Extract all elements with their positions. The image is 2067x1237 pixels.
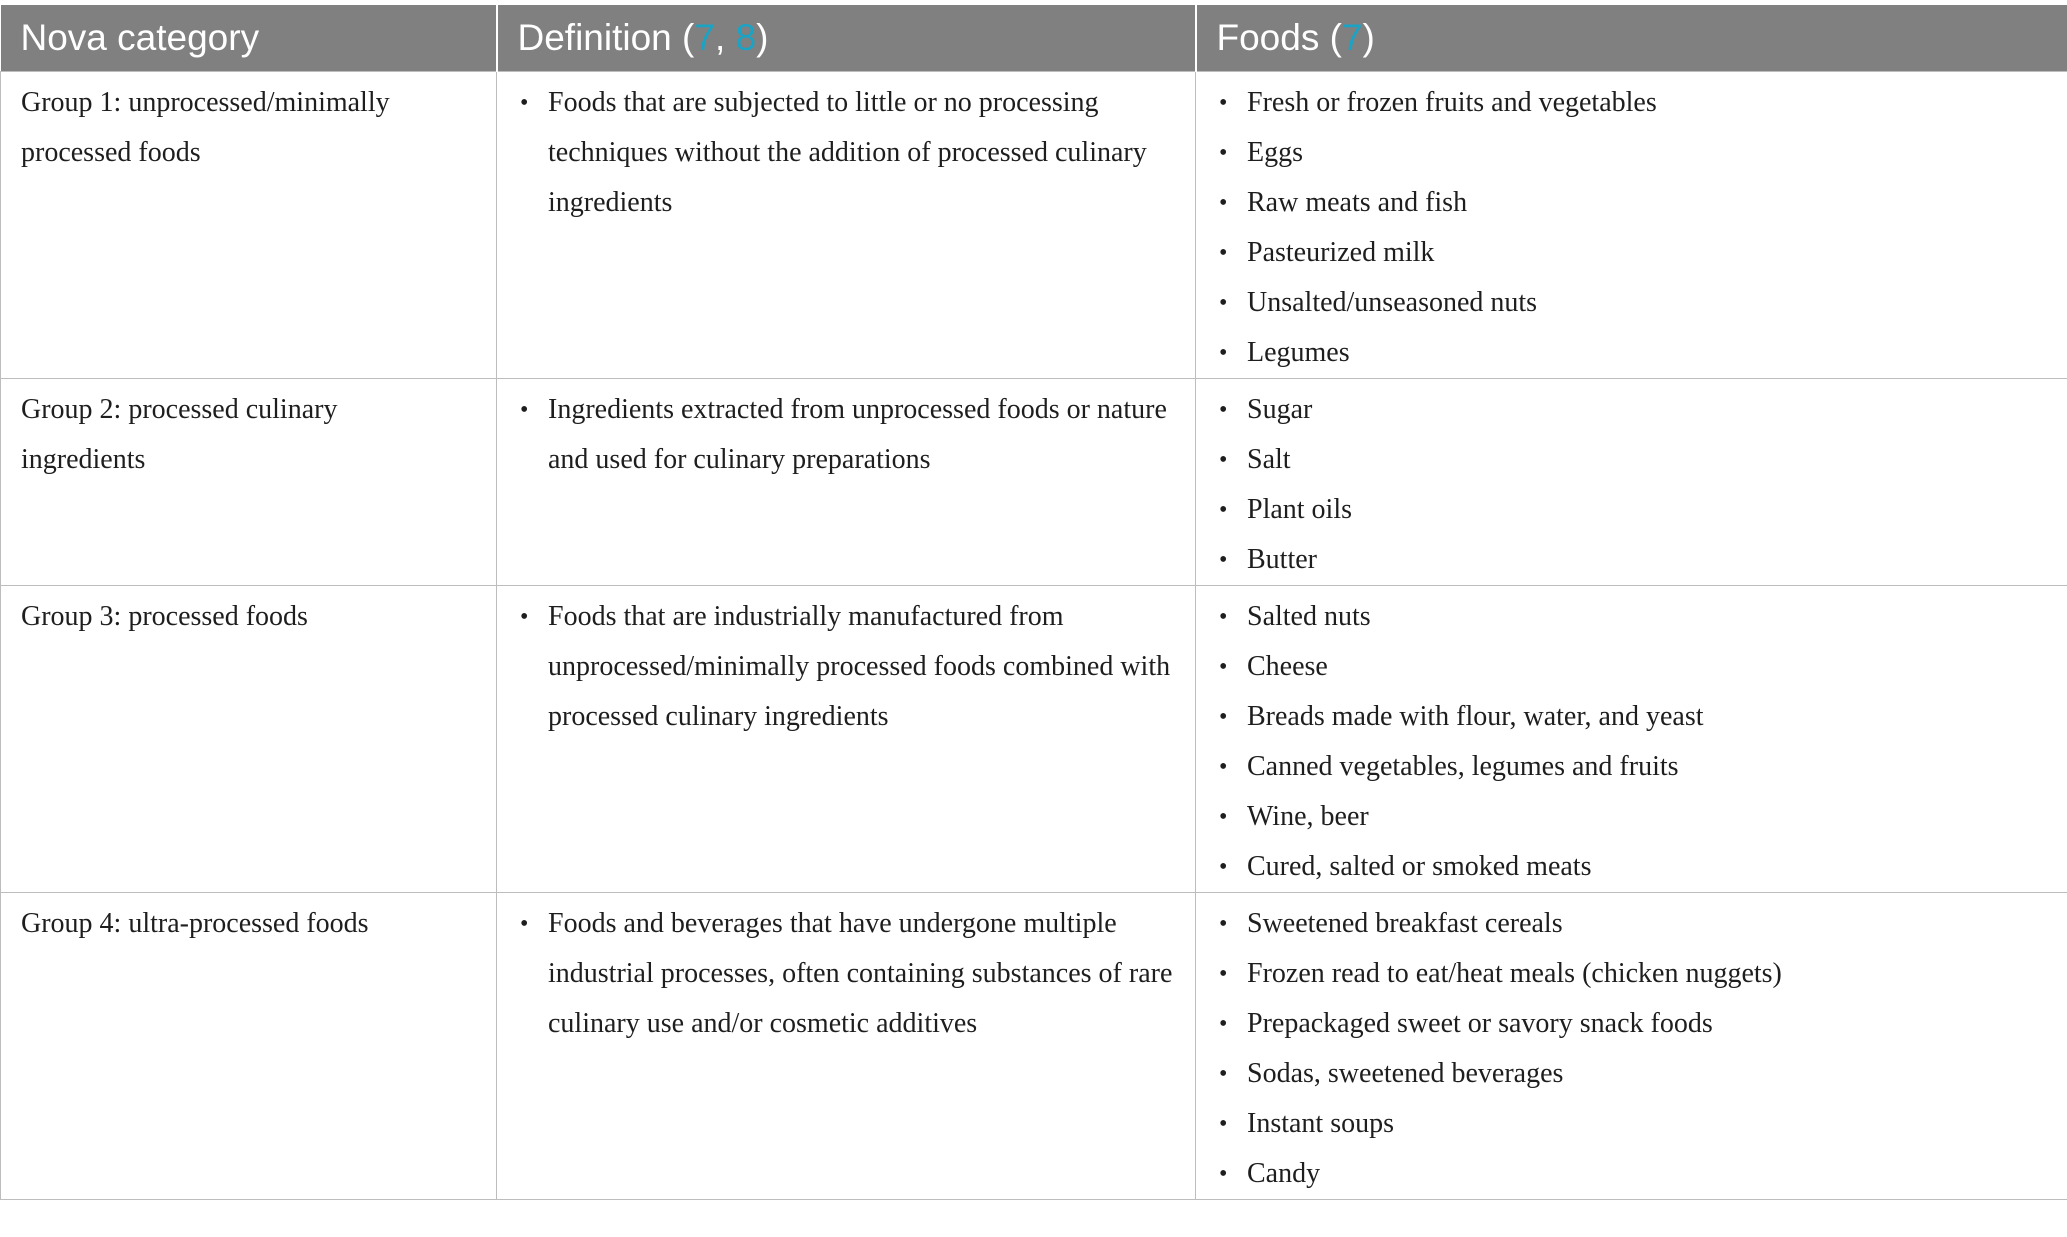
category-cell xyxy=(1,893,497,1200)
list-item: • Breads made with flour, water, and yeast xyxy=(1216,692,2049,742)
list-item: • Prepackaged sweet or savory snack foods xyxy=(1216,999,2049,1049)
list-item: • Fresh or frozen fruits and vegetables xyxy=(1216,78,2049,128)
definition-list xyxy=(517,899,1177,1049)
list-item: • Foods that are industrially manufactured from unprocessed/minimally processed foods combined with processed culinary ingredients xyxy=(517,592,1177,742)
definition-cell xyxy=(497,379,1196,586)
list-item: • Sugar xyxy=(1216,385,2049,435)
nova-classification-table-wrapper xyxy=(0,5,2067,1200)
header-definition-label: Definition ( xyxy=(517,17,695,58)
reference-link-7[interactable]: 7 xyxy=(694,17,715,58)
foods-list xyxy=(1216,385,2049,585)
category-cell xyxy=(1,379,497,586)
definition-list xyxy=(517,78,1177,228)
list-item: • Candy xyxy=(1216,1149,2049,1199)
list-item: • Cured, salted or smoked meats xyxy=(1216,842,2049,892)
foods-list xyxy=(1216,899,2049,1199)
list-item: • Salted nuts xyxy=(1216,592,2049,642)
list-item: • Instant soups xyxy=(1216,1099,2049,1149)
definition-cell xyxy=(497,893,1196,1200)
table-row xyxy=(1,586,2067,893)
list-item: • Cheese xyxy=(1216,642,2049,692)
list-item: • Pasteurized milk xyxy=(1216,228,2049,278)
reference-link-8[interactable]: 8 xyxy=(735,17,757,58)
category-text: Group 4: ultra-processed foods xyxy=(21,908,369,939)
list-item: • Wine, beer xyxy=(1216,792,2049,842)
definition-cell xyxy=(497,72,1196,379)
category-cell xyxy=(1,586,497,893)
definition-list xyxy=(517,385,1177,485)
list-item: • Sodas, sweetened beverages xyxy=(1216,1049,2049,1099)
list-item: • Legumes xyxy=(1216,328,2049,378)
foods-list xyxy=(1216,78,2049,378)
table-row xyxy=(1,379,2067,586)
header-row xyxy=(1,5,2067,72)
nova-classification-table xyxy=(0,5,2067,1200)
table-body xyxy=(1,72,2067,1200)
list-item: • Plant oils xyxy=(1216,485,2049,535)
list-item: • Canned vegetables, legumes and fruits xyxy=(1216,742,2049,792)
header-definition-separator: , xyxy=(714,17,736,58)
foods-cell xyxy=(1196,379,2067,586)
category-cell xyxy=(1,72,497,379)
list-item: • Ingredients extracted from unprocessed foods or nature and used for culinary preparations xyxy=(517,385,1177,485)
table-row xyxy=(1,72,2067,379)
header-nova-category-label: Nova category xyxy=(20,17,260,58)
category-text: Group 2: processed culinary ingredients xyxy=(21,394,338,475)
list-item: • Raw meats and fish xyxy=(1216,178,2049,228)
table-header xyxy=(1,5,2067,72)
list-item: • Sweetened breakfast cereals xyxy=(1216,899,2049,949)
header-foods-close: ) xyxy=(1362,17,1375,58)
list-item: • Unsalted/unseasoned nuts xyxy=(1216,278,2049,328)
list-item: • Frozen read to eat/heat meals (chicken nuggets) xyxy=(1216,949,2049,999)
list-item: • Butter xyxy=(1216,535,2049,585)
foods-cell xyxy=(1196,72,2067,379)
reference-link-7[interactable]: 7 xyxy=(1341,17,1363,58)
category-text: Group 1: unprocessed/minimally processed foods xyxy=(21,87,390,168)
header-definition xyxy=(497,5,1196,72)
list-item: • Salt xyxy=(1216,435,2049,485)
header-foods-label: Foods ( xyxy=(1216,17,1342,58)
table-row xyxy=(1,893,2067,1200)
foods-list xyxy=(1216,592,2049,892)
list-item: • Eggs xyxy=(1216,128,2049,178)
header-nova-category xyxy=(1,5,497,72)
definition-cell xyxy=(497,586,1196,893)
foods-cell xyxy=(1196,893,2067,1200)
list-item: • Foods that are subjected to little or no processing techniques without the addition of processed culinary ingredients xyxy=(517,78,1177,228)
header-foods xyxy=(1196,5,2067,72)
definition-list xyxy=(517,592,1177,742)
category-text: Group 3: processed foods xyxy=(21,601,308,632)
foods-cell xyxy=(1196,586,2067,893)
header-definition-close: ) xyxy=(756,17,769,58)
list-item: • Foods and beverages that have undergone multiple industrial processes, often containing substances of rare culinary use and/or cosmetic additives xyxy=(517,899,1177,1049)
